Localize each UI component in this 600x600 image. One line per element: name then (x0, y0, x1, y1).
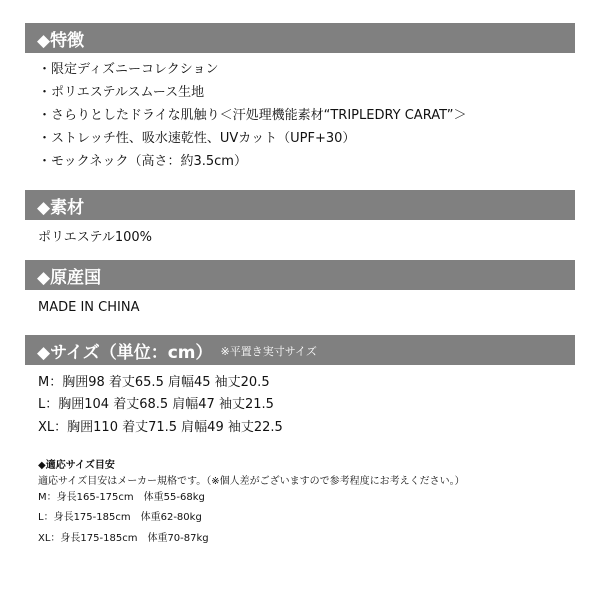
feature-item: ・モックネック（高さ：約3.5cm） (38, 154, 247, 169)
size-header-label: ◆サイズ（単位：cm） (37, 342, 213, 363)
feature-item: ・ポリエステルスムース生地 (38, 85, 205, 100)
features-header (25, 23, 575, 53)
fit-row: M：身長165-175cm 体重55-68kg (38, 492, 205, 503)
origin-value: MADE IN CHINA (38, 300, 140, 315)
feature-item: ・限定ディズニーコレクション (38, 62, 219, 77)
fit-note: 適応サイズ目安はメーカー規格です。（※個人差がございますので参考程度にお考えください。） (38, 476, 465, 487)
fit-row: L：身長175-185cm 体重62-80kg (38, 512, 202, 523)
features-header-label: ◆特徴 (37, 30, 85, 51)
fit-title: ◆適応サイズ目安 (38, 460, 115, 471)
size-header (25, 335, 575, 365)
fit-row: XL：身長175-185cm 体重70-87kg (38, 533, 209, 544)
material-header-label: ◆素材 (37, 197, 85, 218)
origin-header (25, 260, 575, 290)
feature-item: ・ストレッチ性、吸水速乾性、UVカット（UPF+30） (38, 131, 356, 146)
size-row: M：胸囲98 着丈65.5 肩幅45 袖丈20.5 (38, 375, 270, 390)
material-header (25, 190, 575, 220)
size-row: L：胸囲104 着丈68.5 肩幅47 袖丈21.5 (38, 397, 274, 412)
feature-item: ・さらりとしたドライな肌触り＜汗処理機能素材“TRIPLEDRY CARAT”＞ (38, 108, 467, 123)
size-row: XL：胸囲110 着丈71.5 肩幅49 袖丈22.5 (38, 420, 283, 435)
origin-header-label: ◆原産国 (37, 267, 102, 288)
size-header-note: ※平置き実寸サイズ (220, 345, 317, 358)
material-value: ポリエステル100% (38, 230, 152, 245)
